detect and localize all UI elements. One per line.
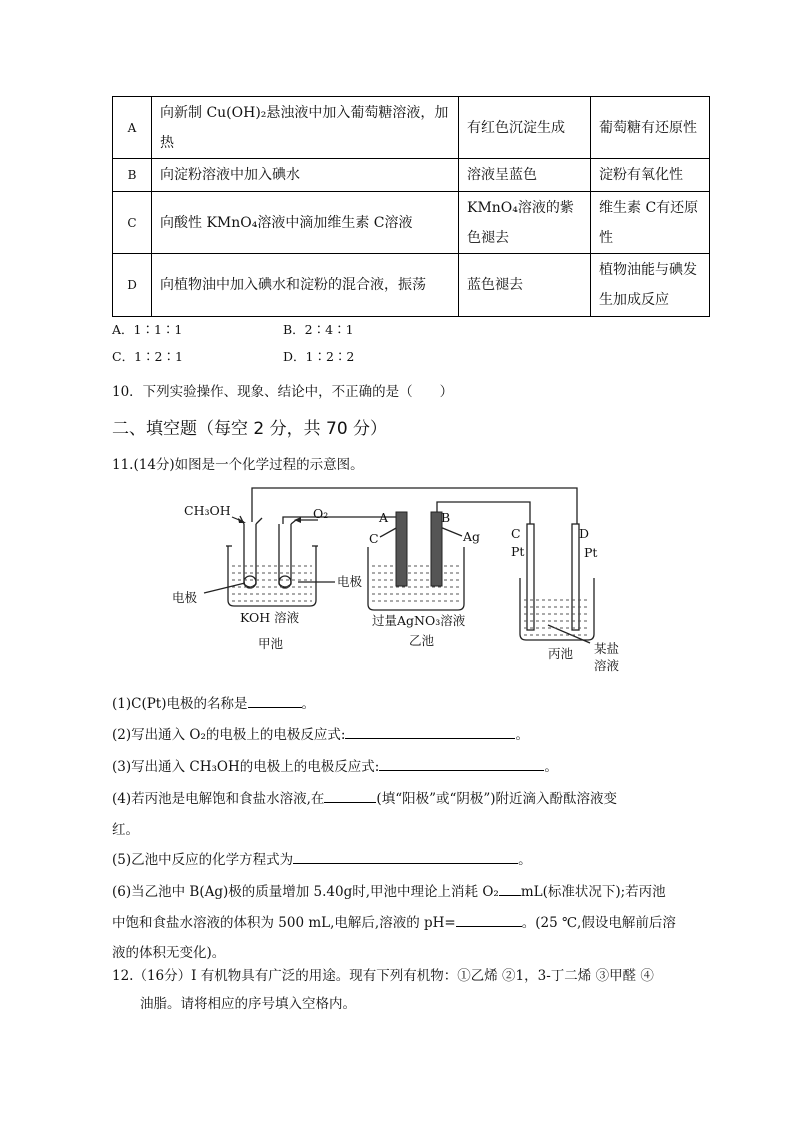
row-phenomenon: 有红色沉淀生成	[459, 97, 591, 159]
row-key: C	[113, 192, 152, 254]
row-conclusion: 葡萄糖有还原性	[591, 97, 710, 159]
question-11-part-5: (5)乙池中反应的化学方程式为 。	[112, 852, 532, 868]
row-conclusion: 淀粉有氧化性	[591, 159, 710, 192]
label-pool-b: 乙池	[409, 633, 435, 648]
option-c: C．1∶2∶1	[112, 349, 183, 364]
row-operation: 向淀粉溶液中加入碘水	[152, 159, 459, 192]
row-phenomenon: KMnO₄溶液的紫色褪去	[459, 192, 591, 254]
label-Ag: Ag	[463, 529, 481, 544]
section-heading: 二、填空题（每空 2 分，共 70 分）	[112, 419, 388, 439]
answer-blank[interactable]	[499, 895, 521, 896]
question-11-part-6: (6)当乙池中 B(Ag)极的质量增加 5.40g时,甲池中理论上消耗 O₂ mL(标准状况下);若丙池	[112, 884, 666, 900]
label-pool-c: 丙池	[548, 646, 574, 661]
option-a: A．1∶1∶1	[112, 322, 183, 337]
label-Pt2: Pt	[584, 545, 598, 560]
row-key: A	[113, 97, 152, 159]
row-phenomenon: 溶液呈蓝色	[459, 159, 591, 192]
answer-blank[interactable]	[293, 863, 518, 864]
row-operation: 向新制 Cu(OH)₂悬浊液中加入葡萄糖溶液，加热	[152, 97, 459, 159]
question-11-part-3: (3)写出通入 CH₃OH的电极上的电极反应式: 。	[112, 759, 558, 775]
label-D: D	[579, 526, 590, 541]
label-ch3oh: CH₃OH	[184, 503, 231, 518]
option-d: D．1∶2∶2	[283, 349, 355, 364]
row-key: B	[113, 159, 152, 192]
label-C2: C	[511, 526, 521, 541]
row-conclusion: 植物油能与碘发生加成反应	[591, 254, 710, 317]
question-11-part-6-cont: 中饱和食盐水溶液的体积为 500 mL,电解后,溶液的 pH= 。(25 ℃,假设电解前后溶	[112, 915, 676, 931]
option-b: B．2∶4∶1	[283, 322, 354, 337]
answer-blank[interactable]	[324, 802, 376, 803]
question-11-part-2: (2)写出通入 O₂的电极上的电极反应式: 。	[112, 727, 529, 743]
answer-blank[interactable]	[345, 738, 515, 739]
answer-blank[interactable]	[456, 926, 522, 927]
label-salt-1: 某盐	[594, 641, 620, 656]
question-11-stem: 11.(14分)如图是一个化学过程的示意图。	[112, 457, 364, 473]
label-salt-2: 溶液	[594, 658, 620, 673]
answer-blank[interactable]	[379, 770, 544, 771]
label-C: C	[369, 531, 379, 546]
row-operation: 向酸性 KMnO₄溶液中滴加维生素 C溶液	[152, 192, 459, 254]
label-o2: O₂	[313, 506, 329, 521]
label-koh: KOH 溶液	[240, 610, 300, 625]
label-agno3: 过量AgNO₃溶液	[372, 613, 466, 628]
question-12-line-2: 油脂。请将相应的序号填入空格内。	[140, 996, 356, 1012]
question-12-line-1: 12.（16分）Ⅰ 有机物具有广泛的用途。现有下列有机物：①乙烯 ②1，3-丁二烯 ③甲醛 ④	[112, 968, 654, 984]
question-11-part-4-cont: 红。	[112, 822, 139, 838]
label-electrode-left: 电极	[172, 590, 198, 605]
row-operation: 向植物油中加入碘水和淀粉的混合液，振荡	[152, 254, 459, 317]
row-phenomenon: 蓝色褪去	[459, 254, 591, 317]
label-pool-a: 甲池	[258, 636, 284, 651]
label-electrode-right: 电极	[337, 574, 363, 589]
question-11-part-1: (1)C(Pt)电极的名称是 。	[112, 696, 315, 712]
row-key: D	[113, 254, 152, 317]
question-11-part-4: (4)若丙池是电解饱和食盐水溶液,在 (填“阳极”或“阴极”)附近滴入酚酞溶液变	[112, 791, 618, 807]
label-A: A	[379, 510, 389, 525]
question-11-part-6-end: 液的体积无变化)。	[112, 945, 226, 961]
label-Pt1: Pt	[511, 544, 525, 559]
label-B: B	[441, 510, 451, 525]
row-conclusion: 维生素 C有还原性	[591, 192, 710, 254]
answer-blank[interactable]	[248, 707, 302, 708]
question-10: 10．下列实验操作、现象、结论中，不正确的是（ ）	[112, 384, 454, 400]
